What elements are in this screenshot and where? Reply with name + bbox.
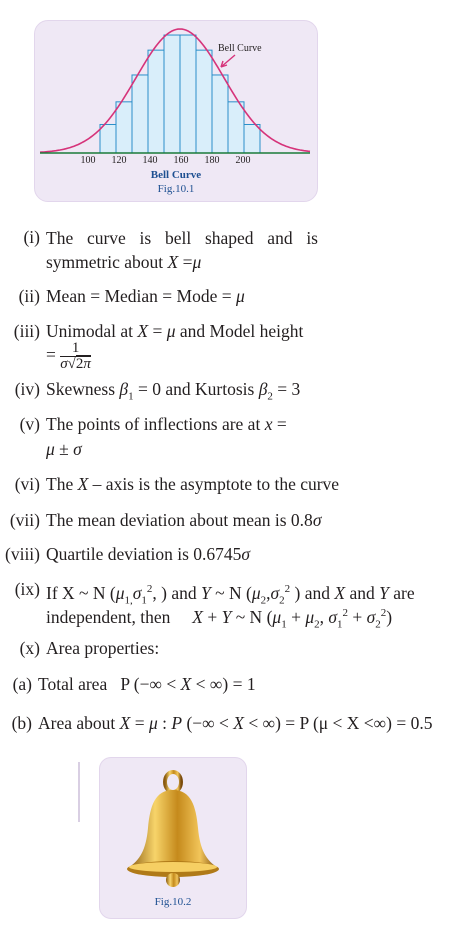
property-iii: (iii) Unimodal at X = μ and Model height = $\frac{1}{\sigma√2\pi}$ [13, 321, 304, 372]
tick-label: 140 [142, 155, 158, 166]
tick-label: 120 [111, 155, 127, 166]
histogram-bar [100, 124, 116, 153]
bell-icon [100, 758, 246, 898]
histogram-bar [244, 124, 260, 153]
figure-side-bar [78, 762, 90, 822]
histogram-bar [164, 35, 180, 153]
histogram-bar [196, 50, 212, 153]
figure-number: Fig.10.1 [157, 183, 195, 195]
property-ix: (ix) If X ~ N ($\mu_{1,}\sigma_1^2$, ) and Y ~ N ($\mu_2,\sigma_2^2$ ) and X and Y are independent, then X + Y ~ N ($\mu_1 + \mu_2$, $\sigma_1^2 + \sigma_2^2$) [14, 579, 415, 631]
figure-number: Fig.10.2 [154, 896, 192, 908]
property-v: (v) The points of inflections are at x = μ ± σ [19, 414, 287, 459]
histogram-bar [228, 102, 244, 153]
histogram-bar [148, 50, 164, 153]
tick-label: 200 [235, 155, 251, 166]
tick-label: 160 [173, 155, 189, 166]
histogram-bar [116, 102, 132, 153]
figure-bell-curve [34, 20, 318, 202]
tick-label: 100 [80, 155, 96, 166]
property-i [0, 226, 474, 274]
curve-label-arrow [221, 55, 235, 67]
x-axis-ticks [81, 155, 251, 166]
item-number: (i) [23, 227, 40, 247]
curve-label: Bell Curve [218, 43, 262, 54]
tick-label: 180 [204, 155, 220, 166]
histogram-bar [180, 35, 196, 153]
figure-title: Bell Curve [150, 169, 202, 181]
histogram-bar [132, 75, 148, 153]
item-text: The curve is bell shaped and is symmetric about X =μ [46, 228, 318, 272]
figure-bell-image [99, 757, 247, 919]
histogram-bar [212, 75, 228, 153]
